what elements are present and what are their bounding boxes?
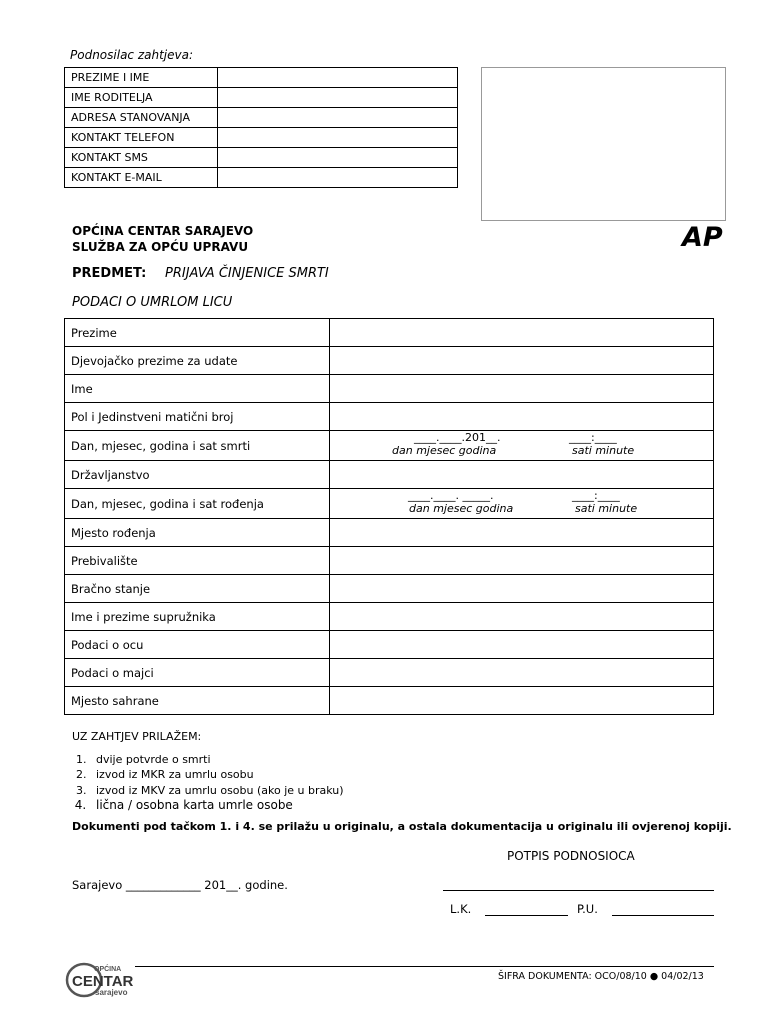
date-caption: dan mjesec godina xyxy=(409,502,514,515)
deceased-field-label: Prezime xyxy=(65,319,330,347)
logo-bottom-text: sarajevo xyxy=(95,988,128,997)
deceased-field-label: Bračno stanje xyxy=(65,575,330,603)
subject-label: PREDMET: xyxy=(72,266,147,281)
lk-label: L.K. xyxy=(450,902,472,916)
deceased-field-label: Prebivalište xyxy=(65,547,330,575)
deceased-field-input[interactable] xyxy=(330,461,714,489)
death-datetime-input[interactable] xyxy=(330,431,714,461)
time-caption: sati minute xyxy=(572,444,635,457)
applicant-field-label: KONTAKT SMS xyxy=(65,148,218,168)
signature-title: POTPIS PODNOSIOCA xyxy=(507,849,635,863)
deceased-field-input[interactable] xyxy=(330,519,714,547)
office-block xyxy=(72,223,253,255)
logo-main-text: CENTAR xyxy=(72,973,134,990)
birth-datetime-input[interactable] xyxy=(330,489,714,519)
attachment-item: 2. izvod iz MKR za umrlu osobu xyxy=(90,767,344,783)
deceased-field-label: Dan, mjesec, godina i sat rođenja xyxy=(65,489,330,519)
deceased-field-input[interactable] xyxy=(330,319,714,347)
deceased-field-input[interactable] xyxy=(330,631,714,659)
stamp-box xyxy=(481,67,726,221)
deceased-field-label: Ime i prezime supružnika xyxy=(65,603,330,631)
municipality-logo xyxy=(64,961,142,999)
deceased-field-input[interactable] xyxy=(330,603,714,631)
document-code: ŠIFRA DOKUMENTA: OCO/08/10 ● 04/02/13 xyxy=(498,971,704,982)
applicant-field-input[interactable] xyxy=(218,108,458,128)
applicant-field-input[interactable] xyxy=(218,88,458,108)
applicant-field-input[interactable] xyxy=(218,148,458,168)
footer-divider xyxy=(135,966,714,967)
office-name: OPĆINA CENTAR SARAJEVO xyxy=(72,224,254,238)
attachment-item: 4. lična / osobna karta umrle osobe xyxy=(90,798,344,814)
deceased-field-input[interactable] xyxy=(330,347,714,375)
applicant-field-label: IME RODITELJA xyxy=(65,88,218,108)
deceased-field-input[interactable] xyxy=(330,403,714,431)
birth-date-blank: ____.____. _____. xyxy=(408,489,494,502)
applicant-heading: Podnosilac zahtjeva: xyxy=(70,48,194,62)
deceased-field-input[interactable] xyxy=(330,375,714,403)
logo-top-text: OPĆINA xyxy=(94,966,122,973)
applicant-field-input[interactable] xyxy=(218,168,458,188)
pu-input-line[interactable] xyxy=(612,915,714,916)
subject-value: PRIJAVA ČINJENICE SMRTI xyxy=(165,266,329,281)
deceased-field-input[interactable] xyxy=(330,547,714,575)
attachments-heading: UZ ZAHTJEV PRILAŽEM: xyxy=(72,730,202,743)
date-caption: dan mjesec godina xyxy=(392,444,497,457)
applicant-field-label: ADRESA STANOVANJA xyxy=(65,108,218,128)
deceased-field-label: Djevojačko prezime za udate xyxy=(65,347,330,375)
office-department: SLUŽBA ZA OPĆU UPRAVU xyxy=(72,240,249,254)
deceased-field-label: Podaci o ocu xyxy=(65,631,330,659)
deceased-field-label: Podaci o majci xyxy=(65,659,330,687)
lk-input-line[interactable] xyxy=(485,915,568,916)
form-code: AP xyxy=(682,222,723,253)
deceased-field-input[interactable] xyxy=(330,575,714,603)
deceased-field-label: Dan, mjesec, godina i sat smrti xyxy=(65,431,330,461)
attachments-list xyxy=(72,752,344,814)
applicant-field-label: KONTAKT TELEFON xyxy=(65,128,218,148)
attachment-item: 1. dvije potvrde o smrti xyxy=(90,752,344,768)
death-time-blank: ____:____ xyxy=(569,431,617,444)
deceased-heading: PODACI O UMRLOM LICU xyxy=(72,295,233,310)
signature-line[interactable] xyxy=(443,890,714,891)
deceased-field-label: Mjesto sahrane xyxy=(65,687,330,715)
applicant-field-label: KONTAKT E-MAIL xyxy=(65,168,218,188)
birth-time-blank: ____:____ xyxy=(572,489,620,502)
applicant-field-label: PREZIME I IME xyxy=(65,68,218,88)
deceased-field-label: Pol i Jedinstveni matični broj xyxy=(65,403,330,431)
deceased-field-input[interactable] xyxy=(330,687,714,715)
place-date-field[interactable]: Sarajevo _____________ 201__. godine. xyxy=(72,878,288,892)
attachments-block xyxy=(72,729,344,814)
attachment-item: 3. izvod iz MKV za umrlu osobu (ako je u braku) xyxy=(90,783,344,799)
applicant-table xyxy=(64,67,458,188)
deceased-field-label: Mjesto rođenja xyxy=(65,519,330,547)
applicant-field-input[interactable] xyxy=(218,128,458,148)
pu-label: P.U. xyxy=(577,902,598,916)
time-caption: sati minute xyxy=(575,502,638,515)
death-date-blank: ____.____.201__. xyxy=(414,431,501,444)
deceased-field-label: Državljanstvo xyxy=(65,461,330,489)
deceased-field-label: Ime xyxy=(65,375,330,403)
deceased-field-input[interactable] xyxy=(330,659,714,687)
documents-note: Dokumenti pod tačkom 1. i 4. se prilažu u originalu, a ostala dokumentacija u originalu ili ovjerenoj kopiji. xyxy=(72,820,732,833)
deceased-table xyxy=(64,318,714,715)
applicant-field-input[interactable] xyxy=(218,68,458,88)
